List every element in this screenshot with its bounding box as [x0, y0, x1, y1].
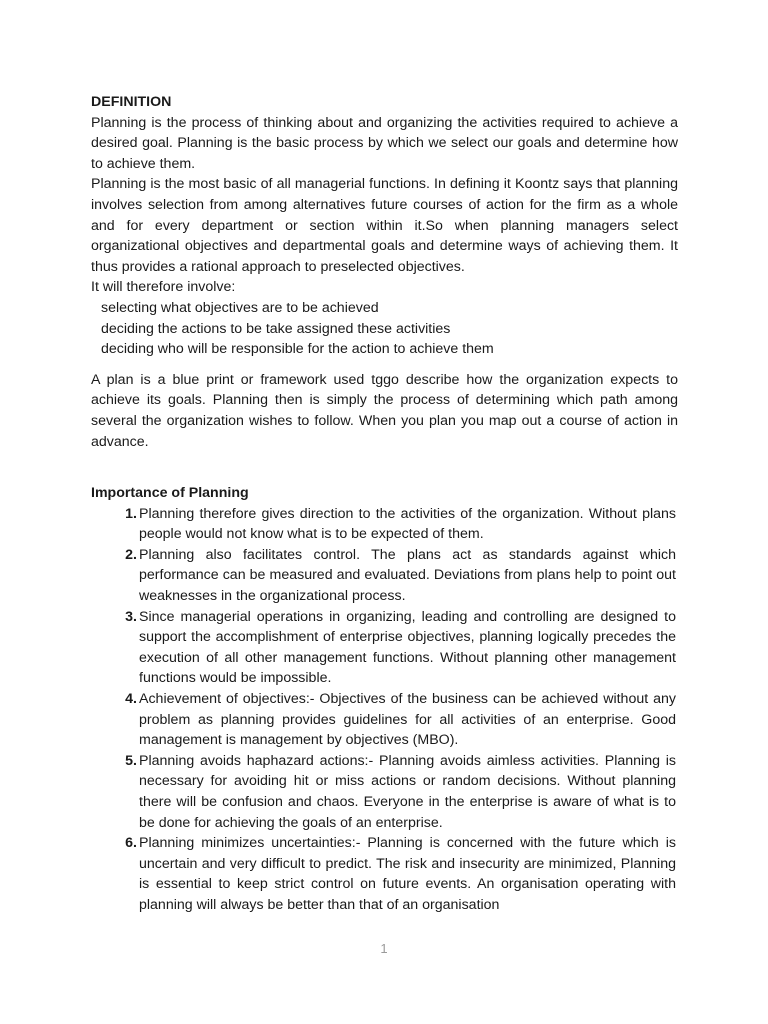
list-item-number: 6. [125, 835, 137, 852]
list-item-number: 2. [125, 546, 137, 563]
list-item [91, 833, 678, 915]
bullet-item: deciding the actions to be take assigned these activities [101, 320, 451, 337]
list-item-text: Achievement of objectives:- Objectives of the business can be achieved without any problem as planning provides guidelines for all activities of an enterprise. Good management is management by objectives (MBO). [139, 691, 676, 749]
list-item-text: Since managerial operations in organizing, leading and controlling are designed to support the accomplishment of enterprise objectives, planning logically precedes the execution of all other management functions. Without planning other management functions would be impossible. [139, 608, 676, 687]
list-item-text: Planning avoids haphazard actions:- Planning avoids aimless activities. Planning is necessary for avoiding hit or miss actions or random decisions. Without planning there will be confusion and chaos. Everyone in the enterprise is aware of what is to be done for achieving the goals of an enterprise. [139, 752, 676, 831]
list-item [91, 545, 678, 607]
list-item-text: Planning minimizes uncertainties:- Planning is concerned with the future which is uncertain and very difficult to predict. The risk and insecurity are minimized, Planning is essential to keep strict control on future events. An organisation operating with planning will always be better than that of an organisation [139, 835, 676, 913]
list-item [91, 607, 678, 689]
importance-heading: Importance of Planning [91, 485, 249, 502]
list-item [91, 504, 678, 545]
definition-bullet-list [91, 298, 678, 360]
list-item-number: 3. [125, 608, 137, 625]
definition-paragraph-2: Planning is the most basic of all managerial functions. In defining it Koontz says that planning involves selection from among alternatives future courses of action for the firm as a whole and for every department or section within it.So when planning managers select organizational objectives and departmental goals and determine ways of achieving them. It thus provides a rational approach to preselected objectives. [91, 176, 678, 275]
bullet-item: selecting what objectives are to be achieved [101, 299, 379, 316]
list-item-number: 1. [125, 505, 137, 522]
importance-list [91, 504, 678, 916]
page-number: 1 [380, 941, 388, 956]
page-content [91, 92, 678, 916]
definition-paragraph-1: Planning is the process of thinking about and organizing the activities required to achieve a desired goal. Planning is the basic process by which we select our goals and determine how to achieve them. [91, 114, 678, 172]
list-item-number: 4. [125, 691, 137, 708]
bullet-item: deciding who will be responsible for the action to achieve them [101, 341, 494, 358]
definition-heading: DEFINITION [91, 94, 172, 110]
definition-paragraph-4: A plan is a blue print or framework used tggo describe how the organization expects to achieve its goals. Planning then is simply the process of determining which path among several the organization wishes to follow. When you plan you map out a course of action in advance. [91, 371, 678, 450]
list-item [91, 751, 678, 833]
list-item-text: Planning also facilitates control. The plans act as standards against which performance can be measured and evaluated. Deviations from plans help to point out weaknesses in the organizational process. [139, 546, 676, 605]
definition-paragraph-3: It will therefore involve: [91, 279, 236, 296]
list-item-text: Planning therefore gives direction to the activities of the organization. Without plans people would not know what is to be expected of them. [139, 505, 676, 543]
list-item-number: 5. [125, 752, 137, 769]
list-item [91, 689, 678, 751]
